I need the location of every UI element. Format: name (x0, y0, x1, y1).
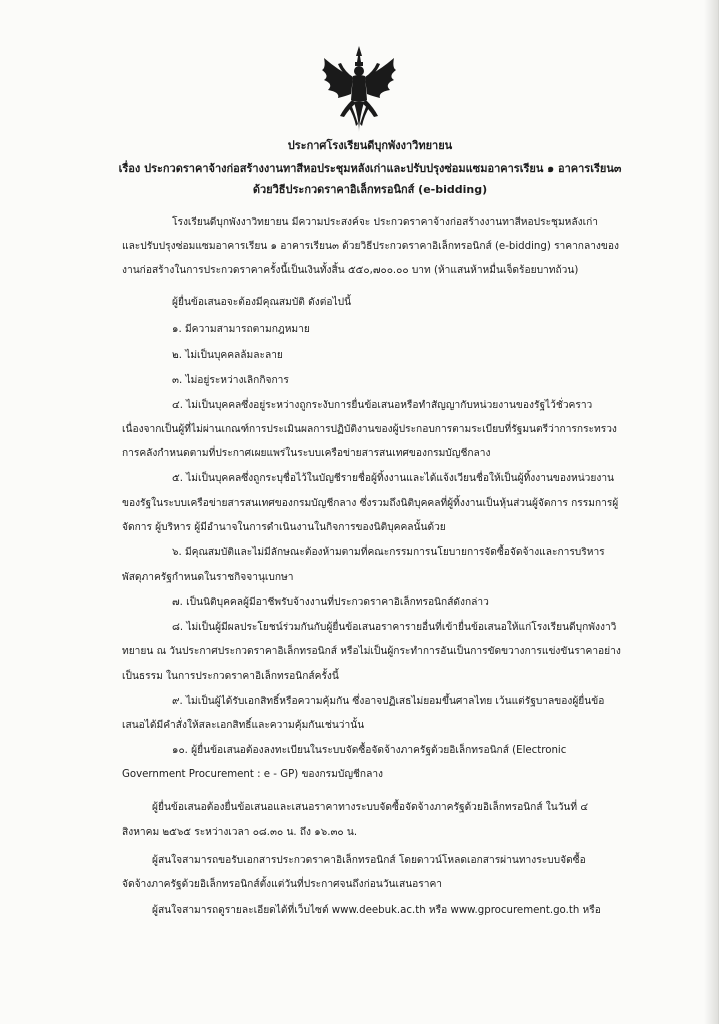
announcement-subject: เรื่อง ประกวดราคาจ้างก่อสร้างงานทาสีหอประชุมหลังเก่าและปรับปรุงซ่อมแซมอาคารเรียน ๑ อาคารเรียน๓ (118, 162, 622, 175)
qualification-6-line-2: พัสดุภาครัฐกำหนดในราชกิจจานุเบกษา (122, 572, 294, 583)
download-line-1: ผู้สนใจสามารถขอรับเอกสารประกวดราคาอิเล็กทรอนิกส์ โดยดาวน์โหลดเอกสารผ่านทางระบบจัดซื้อ (152, 855, 586, 866)
qualification-2: ๒. ไม่เป็นบุคคลล้มละลาย (172, 350, 283, 361)
submission-line-2: สิงหาคม ๒๕๖๕ ระหว่างเวลา ๐๘.๓๐ น. ถึง ๑๖.๓๐ น. (122, 827, 358, 838)
intro-line-2: และปรับปรุงซ่อมแซมอาคารเรียน ๑ อาคารเรียน๓ ด้วยวิธีประกวดราคาอิเล็กทรอนิกส์ (e-bidding) ราคากลางของ (122, 241, 619, 252)
intro-line-1: โรงเรียนดีบุกพังงาวิทยายน มีความประสงค์จะ ประกวดราคาจ้างก่อสร้างงานทาสีหอประชุมหลังเก่า (172, 217, 598, 228)
qualification-1: ๑. มีความสามารถตามกฎหมาย (172, 324, 310, 335)
garuda-emblem-icon (318, 44, 400, 134)
qualification-5-line-3: จัดการ ผู้บริหาร ผู้มีอำนาจในการดำเนินงานในกิจการของนิติบุคคลนั้นด้วย (122, 522, 446, 533)
qualification-3: ๓. ไม่อยู่ระหว่างเลิกกิจการ (172, 375, 289, 386)
qualification-4-line-3: การคลังกำหนดตามที่ประกาศเผยแพร่ในระบบเครือข่ายสารสนเทศของกรมบัญชีกลาง (122, 448, 491, 459)
qualification-6-line-1: ๖. มีคุณสมบัติและไม่มีลักษณะต้องห้ามตามที่คณะกรรมการนโยบายการจัดซื้อจัดจ้างและการบริหาร (172, 547, 605, 558)
qualification-5-line-1: ๕. ไม่เป็นบุคคลซึ่งถูกระบุชื่อไว้ในบัญชีรายชื่อผู้ทิ้งงานและได้แจ้งเวียนชื่อให้เป็นผู้ทิ้งงานของหน่วยงาน (172, 473, 615, 484)
download-line-2: จัดจ้างภาครัฐด้วยอิเล็กทรอนิกส์ตั้งแต่วันที่ประกาศจนถึงก่อนวันเสนอราคา (122, 879, 443, 890)
website-line: ผู้สนใจสามารถดูรายละเอียดได้ที่เว็บไซต์ www.deebuk.ac.th หรือ www.gprocurement.go.th หรือ (152, 905, 601, 916)
announcement-method: ด้วยวิธีประกวดราคาอิเล็กทรอนิกส์ (e-bidding) (252, 183, 488, 196)
submission-line-1: ผู้ยื่นข้อเสนอต้องยื่นข้อเสนอและเสนอราคาทางระบบจัดซื้อจัดจ้างภาครัฐด้วยอิเล็กทรอนิกส์ ในวันที่ ๔ (152, 802, 589, 813)
qualification-5-line-2: ของรัฐในระบบเครือข่ายสารสนเทศของกรมบัญชีกลาง ซึ่งรวมถึงนิติบุคคลที่ผู้ทิ้งงานเป็นหุ้นส่วนผู้จัดการ กรรมการผู้ (122, 498, 619, 509)
qualification-9-line-2: เสนอได้มีคำสั่งให้สละเอกสิทธิ์และความคุ้มกันเช่นว่านั้น (122, 720, 365, 731)
page-edge-shadow (704, 0, 718, 1024)
qualification-4-line-1: ๔. ไม่เป็นบุคคลซึ่งอยู่ระหว่างถูกระงับการยื่นข้อเสนอหรือทำสัญญากับหน่วยงานของรัฐไว้ชั่วคราว (172, 400, 593, 411)
qualification-9-line-1: ๙. ไม่เป็นผู้ได้รับเอกสิทธิ์หรือความคุ้มกัน ซึ่งอาจปฏิเสธไม่ยอมขึ้นศาลไทย เว้นแต่รัฐบาลของผู้ยื่นข้อ (172, 696, 605, 707)
qualification-8-line-3: เป็นธรรม ในการประกวดราคาอิเล็กทรอนิกส์ครั้งนี้ (122, 671, 339, 682)
qualification-7: ๗. เป็นนิติบุคคลผู้มีอาชีพรับจ้างงานที่ประกวดราคาอิเล็กทรอนิกส์ดังกล่าว (172, 597, 489, 608)
intro-line-3: งานก่อสร้างในการประกวดราคาครั้งนี้เป็นเงินทั้งสิ้น ๕๕๐,๗๐๐.๐๐ บาท (ห้าแสนห้าหมื่นเจ็ดร้อยบาทถ้วน) (122, 265, 579, 276)
qualification-4-line-2: เนื่องจากเป็นผู้ที่ไม่ผ่านเกณฑ์การประเมินผลการปฏิบัติงานของผู้ประกอบการตามระเบียบที่รัฐมนตรีว่าการกระทรวง (122, 424, 617, 435)
qualification-10-line-1: ๑๐. ผู้ยื่นข้อเสนอต้องลงทะเบียนในระบบจัดซื้อจัดจ้างภาครัฐด้วยอิเล็กทรอนิกส์ (Electronic (172, 745, 567, 756)
announcement-title: ประกาศโรงเรียนดีบุกพังงาวิทยายน (287, 139, 453, 152)
qualification-8-line-1: ๘. ไม่เป็นผู้มีผลประโยชน์ร่วมกันกับผู้ยื่นข้อเสนอราคารายอื่นที่เข้ายื่นข้อเสนอให้แก่โรงเรียนดีบุกพังงาวิ (172, 622, 617, 633)
qualification-8-line-2: ทยายน ณ วันประกาศประกวดราคาอิเล็กทรอนิกส์ หรือไม่เป็นผู้กระทำการอันเป็นการขัดขวางการแข่งขันราคาอย่าง (122, 646, 621, 657)
qualification-heading: ผู้ยื่นข้อเสนอจะต้องมีคุณสมบัติ ดังต่อไปนี้ (172, 297, 352, 308)
qualification-10-line-2: Government Procurement : e - GP) ของกรมบัญชีกลาง (122, 769, 384, 780)
